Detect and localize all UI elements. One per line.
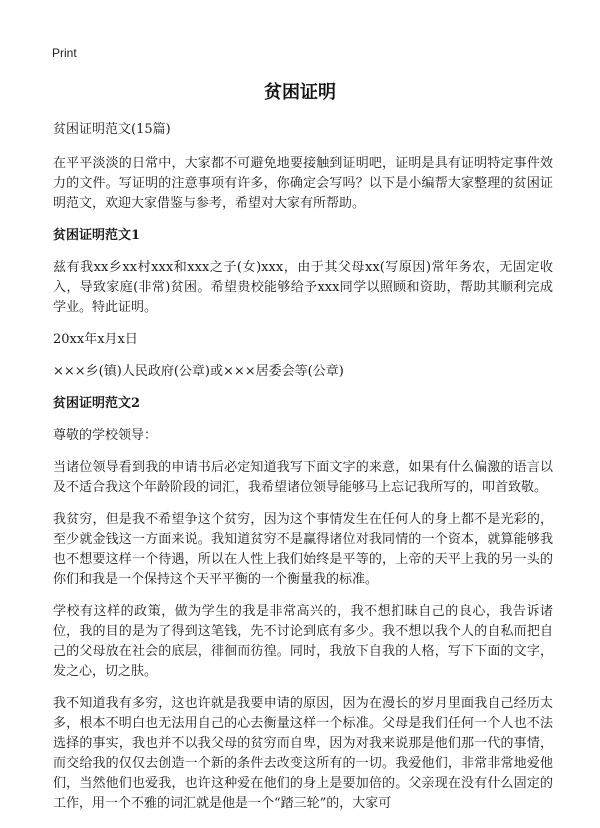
document-title: 贫困证明 — [264, 82, 336, 103]
section-heading: 贫困证明范文2 — [53, 396, 141, 411]
section-paragraph: 我不知道我有多穷，这也许就是我要申请的原因，因为在漫长的岁月里面我自己经历太多，根本不明白也无法用自己的心去衡量这样一个标准。父母是我们任何一个人也不法选择的事实，我也并不以我父母的贫穷而自卑，因为对我来说那是他们那一代的事情，而交给我的仅仅去创造一个新的条件去改变这所有的一切。我爱他们，非常非常地爱他们，当然他们也爱我，也许这种爱在他们的身上是要加倍的。父亲现在没有什么固定的工作，用一个不雅的词汇就是他是一个“踏三轮”的，大家可 — [53, 696, 553, 811]
section-paragraph: 我贫穷，但是我不希望争这个贫穷，因为这个事情发生在任何人的身上都不是光彩的，至少就金钱这一方面来说。我知道贫穷不是赢得诸位对我同情的一个资本，就算能够我也不想要这样一个待遇，所以在人性上我们始终是平等的，上帝的天平上我的另一头的你们和我是一个保持这个天平平衡的一个衡量我的标准。 — [53, 512, 553, 587]
print-label: Print — [52, 46, 77, 60]
seal-line: ×××乡(镇)人民政府(公章)或×××居委会等(公章) — [53, 364, 344, 379]
document-body — [53, 120, 553, 826]
section-paragraph: 兹有我xx乡xx村xxx和xxx之子(女)xxx，由于其父母xx(写原因)常年务农，无固定收入，导致家庭(非常)贫困。希望贵校能够给予xxx同学以照顾和资助，帮助其顺利完成学业。特此证明。 — [53, 260, 553, 315]
date-line: 20xx年x月x日 — [53, 332, 138, 347]
document-subtitle: 贫困证明范文(15篇) — [53, 122, 171, 137]
section-heading: 贫困证明范文1 — [53, 228, 141, 243]
salutation: 尊敬的学校领导： — [53, 428, 158, 443]
intro-paragraph: 在平平淡淡的日常中，大家都不可避免地要接触到证明吧，证明是具有证明特定事件效力的文件。写证明的注意事项有许多，你确定会写吗？以下是小编帮大家整理的贫困证明范文，欢迎大家借鉴与参考，希望对大家有所帮助。 — [53, 156, 553, 211]
section-paragraph: 学校有这样的政策，做为学生的我是非常高兴的，我不想扪昧自己的良心，我告诉诸位，我的目的是为了得到这笔钱，先不讨论到底有多少。我不想以我个人的自私而把自己的父母放在社会的底层，徘徊而彷徨。同时，我放下自我的人格，写下下面的文字，发之心，切之肤。 — [53, 604, 553, 679]
section-paragraph: 当诸位领导看到我的申请书后必定知道我写下面文字的来意，如果有什么偏激的语言以及不适合我这个年龄阶段的词汇，我希望诸位领导能够马上忘记我所写的，叩首致敬。 — [53, 460, 553, 495]
